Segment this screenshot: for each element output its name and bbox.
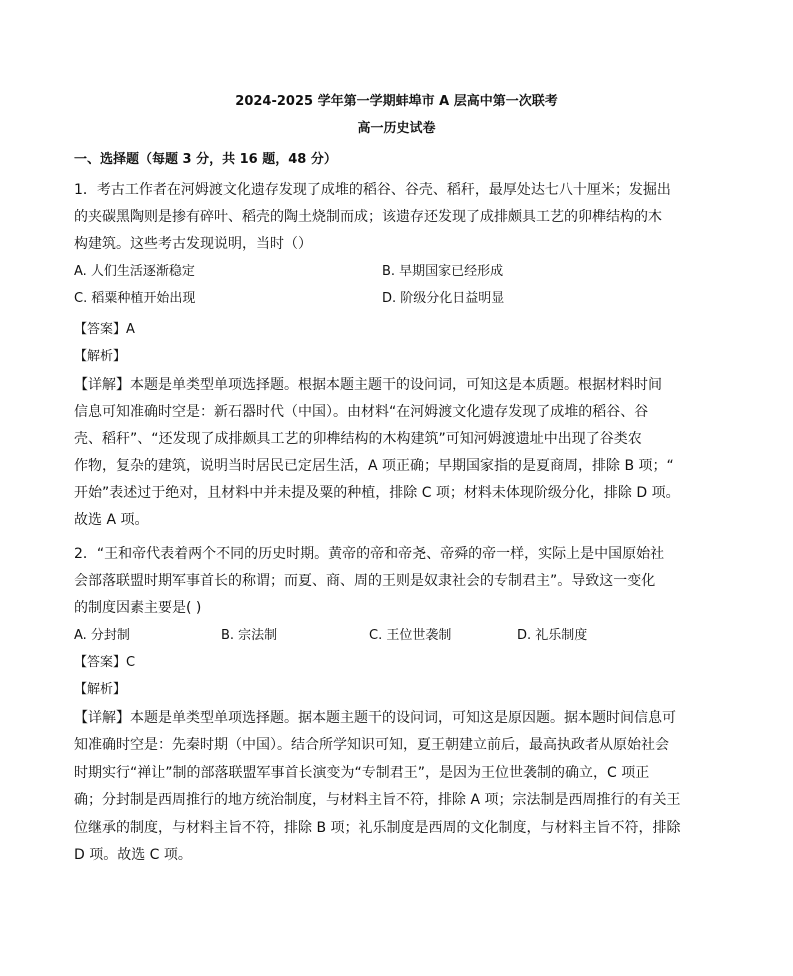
exam-subtitle: 高一历史试卷 bbox=[357, 121, 436, 136]
q1-stem-line-3: 构建筑。这些考古发现说明，当时（） bbox=[74, 236, 312, 252]
exam-title: 2024-2025 学年第一学期蚌埠市 A 层高中第一次联考 bbox=[235, 94, 558, 109]
q2-stem-line-1: 2．“王和帝代表着两个不同的历史时期。黄帝的帝和帝尧、帝舜的帝一样，实际上是中国原始社 bbox=[74, 546, 665, 562]
q2-option-c: C. 王位世袭制 bbox=[369, 628, 452, 643]
q1-option-c: C. 稻粟种植开始出现 bbox=[74, 291, 196, 306]
q1-stem-line-2: 的夹碳黑陶则是掺有碎叶、稻壳的陶土烧制而成；该遗存还发现了成排颇具工艺的卯榫结构的木 bbox=[74, 209, 662, 225]
q1-option-b: B. 早期国家已经形成 bbox=[382, 264, 504, 279]
section-heading: 一、选择题（每题 3 分，共 16 题，48 分） bbox=[74, 152, 337, 167]
q1-detail-line-5: 开始”表述过于绝对，且材料中并未提及粟的种植，排除 C 项；材料未体现阶级分化，排除 D 项。 bbox=[74, 485, 680, 501]
q1-stem-line-1: 1．考古工作者在河姆渡文化遗存发现了成堆的稻谷、谷壳、稻秆，最厚处达七八十厘米；发掘出 bbox=[74, 182, 671, 198]
q2-detail-line-1: 【详解】本题是单类型单项选择题。据本题主题干的设问词，可知这是原因题。据本题时间信息可 bbox=[74, 710, 676, 726]
q2-detail-line-4: 确；分封制是西周推行的地方统治制度，与材料主旨不符，排除 A 项；宗法制是西周推行的有关王 bbox=[74, 792, 681, 808]
q2-detail-line-2: 知准确时空是：先秦时期（中国）。结合所学知识可知，夏王朝建立前后，最高执政者从原始社会 bbox=[74, 737, 669, 753]
q2-stem-line-3: 的制度因素主要是( ) bbox=[74, 600, 202, 616]
q1-detail-line-6: 故选 A 项。 bbox=[74, 512, 149, 528]
q2-answer: 【答案】C bbox=[74, 655, 136, 670]
q1-answer: 【答案】A bbox=[74, 322, 135, 337]
q2-detail-line-6: D 项。故选 C 项。 bbox=[74, 847, 192, 863]
q1-detail-line-3: 壳、稻秆”、“还发现了成排颇具工艺的卯榫结构的木构建筑”可知河姆渡遗址中出现了谷类农 bbox=[74, 431, 642, 447]
q2-detail-line-3: 时期实行“禅让”制的部落联盟军事首长演变为“专制君王”，是因为王位世袭制的确立，C 项正 bbox=[74, 765, 650, 781]
q1-detail-line-2: 信息可知准确时空是：新石器时代（中国）。由材料“在河姆渡文化遗存发现了成堆的稻谷、谷 bbox=[74, 404, 649, 420]
q2-option-a: A. 分封制 bbox=[74, 628, 130, 643]
q1-detail-line-4: 作物，复杂的建筑，说明当时居民已定居生活，A 项正确；早期国家指的是夏商周，排除 B 项；“ bbox=[74, 458, 674, 474]
q2-stem-line-2: 会部落联盟时期军事首长的称谓；而夏、商、周的王则是奴隶社会的专制君主”。导致这一变化 bbox=[74, 573, 656, 589]
q1-analysis-label: 【解析】 bbox=[74, 349, 127, 364]
q2-analysis-label: 【解析】 bbox=[74, 682, 127, 697]
q1-detail-line-1: 【详解】本题是单类型单项选择题。根据本题主题干的设问词，可知这是本质题。根据材料时间 bbox=[74, 377, 662, 393]
q1-option-d: D. 阶级分化日益明显 bbox=[382, 291, 505, 306]
q2-detail-line-5: 位继承的制度，与材料主旨不符，排除 B 项；礼乐制度是西周的文化制度，与材料主旨不符，排除 bbox=[74, 820, 681, 836]
q1-option-a: A. 人们生活逐渐稳定 bbox=[74, 264, 195, 279]
q2-option-b: B. 宗法制 bbox=[221, 628, 278, 643]
q2-option-d: D. 礼乐制度 bbox=[517, 628, 588, 643]
